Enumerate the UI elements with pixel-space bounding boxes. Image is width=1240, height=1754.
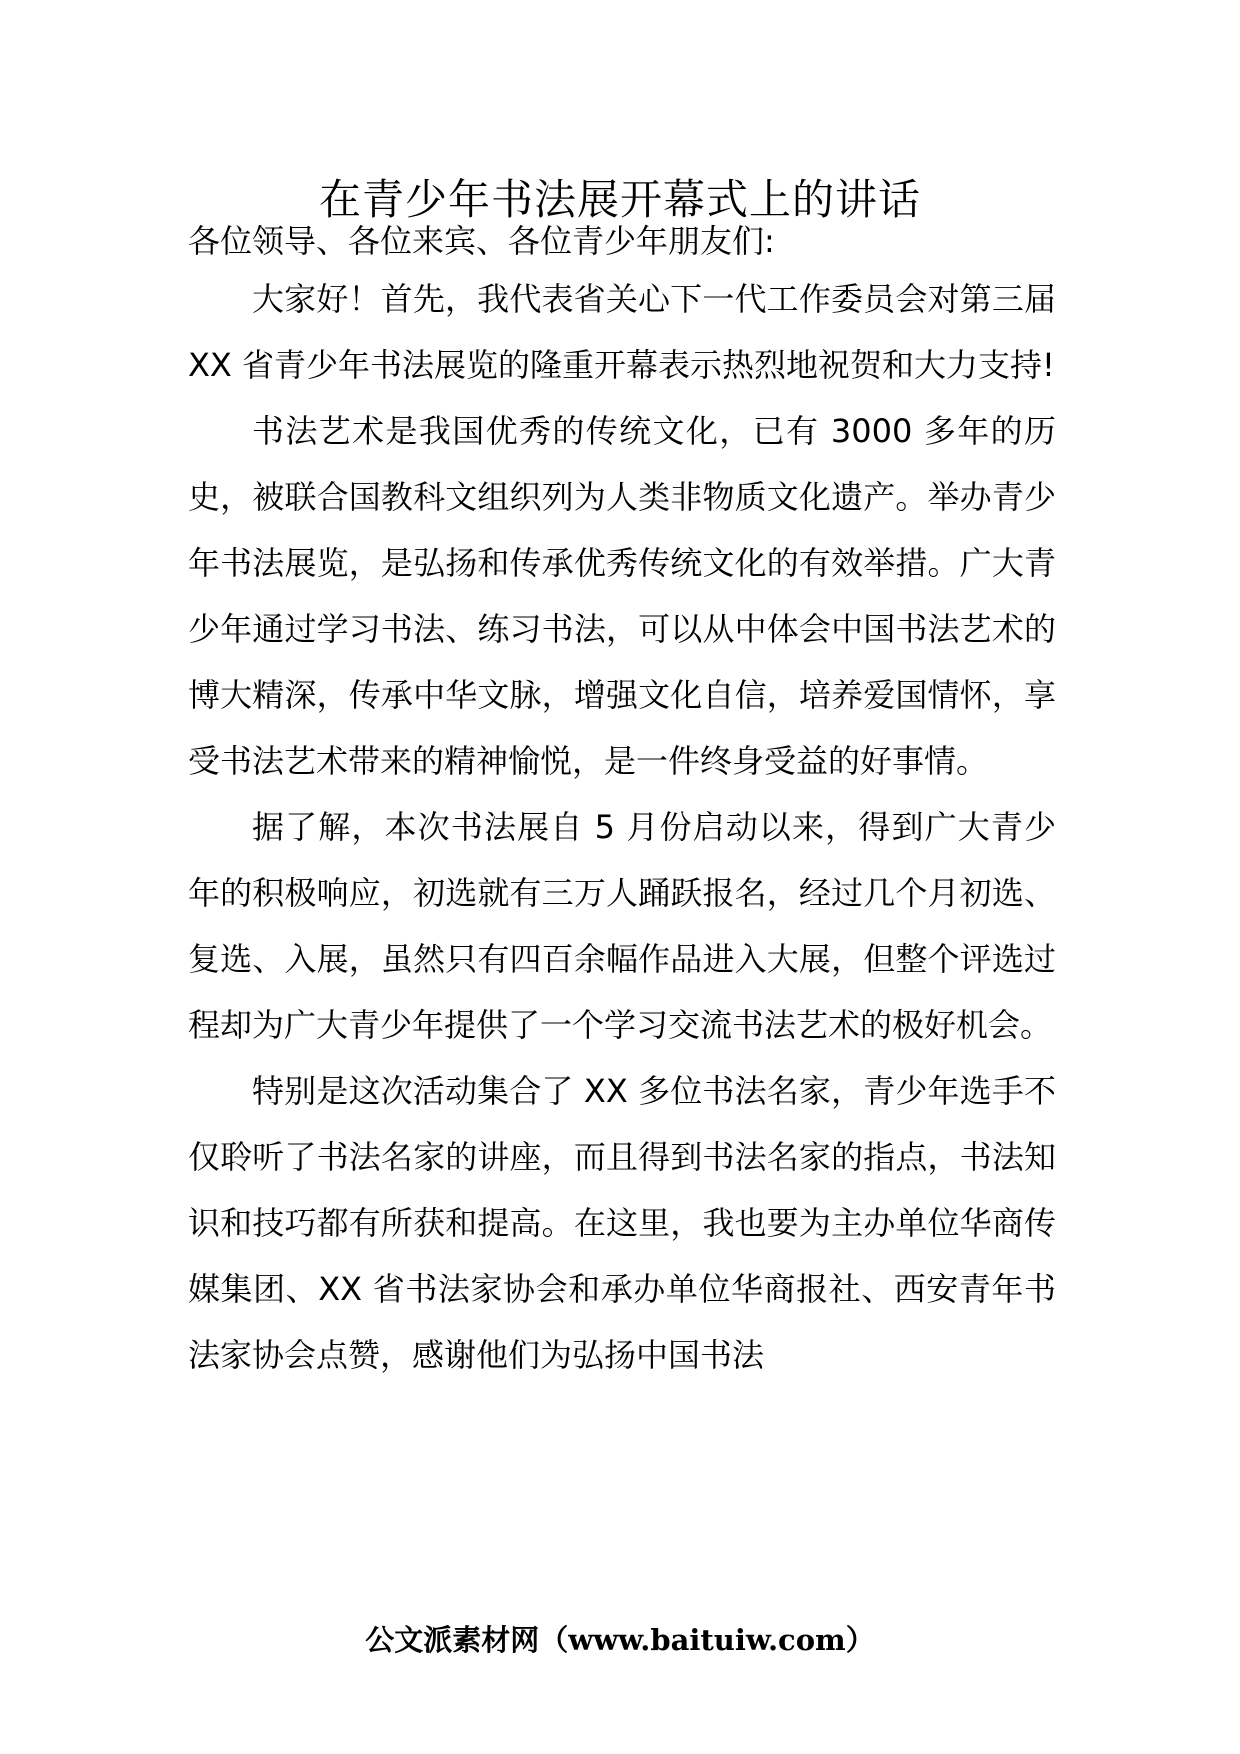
paragraph-3: 据了解，本次书法展自 5 月份启动以来，得到广大青少年的积极响应，初选就有三万人踊跃报名，经过几个月初选、复选、入展，虽然只有四百余幅作品进入大展，但整个评选过程却为广大青少年提供了一个学习交流书法艺术的极好机会。 [188,808,1056,1044]
paragraph-4: 特别是这次活动集合了 XX 多位书法名家，青少年选手不仅聆听了书法名家的讲座，而且得到书法名家的指点，书法知识和技巧都有所获和提高。在这里，我也要为主办单位华商传媒集团、XX 省书法家协会和承办单位华商报社、西安青年书法家协会点赞，感谢他们为弘扬中国书法 [188,1072,1056,1374]
document-title: 在青少年书法展开幕式上的讲话 [318,175,921,224]
salutation: 各位领导、各位来宾、各位青少年朋友们: [188,222,775,260]
footer-watermark: 公文派素材网（www.baituiw.com） [365,1623,875,1657]
paragraph-1: 大家好！首先，我代表省关心下一代工作委员会对第三届 XX 省青少年书法展览的隆重开幕表示热烈地祝贺和大力支持! [188,280,1056,384]
paragraph-2: 书法艺术是我国优秀的传统文化，已有 3000 多年的历史，被联合国教科文组织列为人类非物质文化遗产。举办青少年书法展览，是弘扬和传承优秀传统文化的有效举措。广大青少年通过学习书法、练习书法，可以从中体会中国书法艺术的博大精深，传承中华文脉，增强文化自信，培养爱国情怀，享受书法艺术带来的精神愉悦，是一件终身受益的好事情。 [188,412,1056,780]
document-body [188,213,1056,1388]
